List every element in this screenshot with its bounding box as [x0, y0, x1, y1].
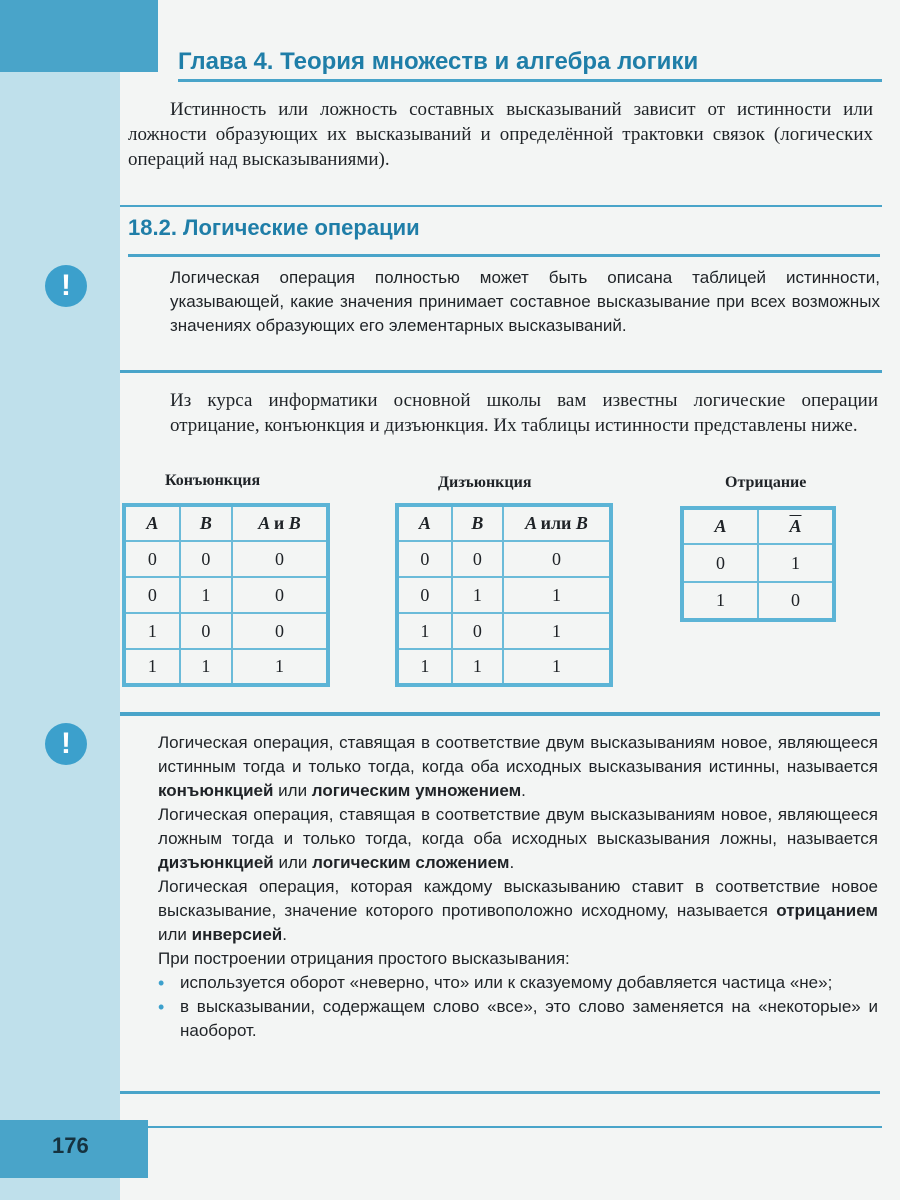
exclamation-icon: ! — [45, 723, 87, 765]
section-title: 18.2. Логические операции — [128, 215, 420, 240]
table-row: 0 1 1 — [397, 577, 611, 613]
bullet-icon: • — [158, 973, 165, 993]
table-row: 1 1 1 — [397, 649, 611, 685]
intro-rule — [120, 205, 882, 207]
table-row: 0 0 0 — [124, 541, 328, 577]
table-header: B — [452, 505, 503, 541]
table-header: A — [124, 505, 180, 541]
table-header: A — [397, 505, 452, 541]
section-rule — [128, 254, 880, 257]
table-row: 0 1 0 — [124, 577, 328, 613]
conjunction-table — [122, 503, 330, 687]
table-header: $\overline{A}$ — [758, 508, 834, 544]
page-number: 176 — [52, 1133, 89, 1158]
chapter-title: Глава 4. Теория множеств и алгебра логики — [178, 48, 699, 75]
disjunction-table — [395, 503, 613, 687]
list-item: • используется оборот «неверно, что» или к сказуемому добавляется частица «не»; — [158, 973, 833, 993]
definition-rule — [120, 370, 882, 373]
negation-table — [680, 506, 836, 622]
bullet-icon: • — [158, 997, 165, 1017]
sidebar-margin — [0, 0, 120, 1200]
header-rule — [178, 79, 882, 82]
table-row: 0 0 0 — [397, 541, 611, 577]
negation-label: Отрицание — [725, 474, 807, 491]
negation-definition: Логическая операция, которая каждому высказыванию ставит в соответствие новое высказывание, значение которого противоположно исходному, называется отрицанием или инверсией. — [158, 877, 878, 944]
table-header: A — [682, 508, 758, 544]
table-row: 1 0 — [682, 582, 834, 620]
conjunction-definition: Логическая операция, ставящая в соответствие двум высказываниям новое, являющееся истинным тогда и только тогда, когда оба исходных высказывания истинны, называется конъюнкцией или логическим умножением. — [158, 733, 878, 800]
tables-rule — [120, 712, 880, 716]
intro-paragraph: Истинность или ложность составных высказываний зависит от истинности или ложности образующих их высказываний и определённой трактовки связок (логических операций над высказываниями). — [128, 99, 873, 170]
negation-build-text: При построении отрицания простого высказывания: — [158, 949, 570, 968]
course-paragraph: Из курса информатики основной школы вам известны логические операции отрицание, конъюнкция и дизъюнкция. Их таблицы истинности представлены ниже. — [170, 390, 878, 436]
list-item: • в высказывании, содержащем слово «все», это слово заменяется на «некоторые» и наоборот. — [158, 995, 878, 1043]
disjunction-label: Дизъюнкция — [438, 474, 532, 491]
table-header: B — [180, 505, 232, 541]
table-row: 1 0 1 — [397, 613, 611, 649]
header-tab — [0, 0, 158, 72]
exclamation-icon: ! — [45, 265, 87, 307]
footer-rule — [148, 1126, 882, 1128]
table-header: A и B — [232, 505, 328, 541]
definitions-block — [158, 731, 878, 1043]
bottom-rule — [120, 1091, 880, 1094]
table-row: 0 1 — [682, 544, 834, 582]
table-row: 1 1 1 — [124, 649, 328, 685]
conjunction-label: Конъюнкция — [165, 472, 261, 489]
table-row: 1 0 0 — [124, 613, 328, 649]
table-header: A или B — [503, 505, 611, 541]
definition-truth-table: Логическая операция полностью может быть описана таблицей истинности, указывающей, какие значения принимает составное высказывание при всех возможных значениях образующих его элементарных высказываний. — [170, 268, 880, 335]
disjunction-definition: Логическая операция, ставящая в соответствие двум высказываниям новое, являющееся ложным тогда и только тогда, когда оба исходных высказывания ложны, называется дизъюнкцией или логическим сложением. — [158, 805, 878, 872]
